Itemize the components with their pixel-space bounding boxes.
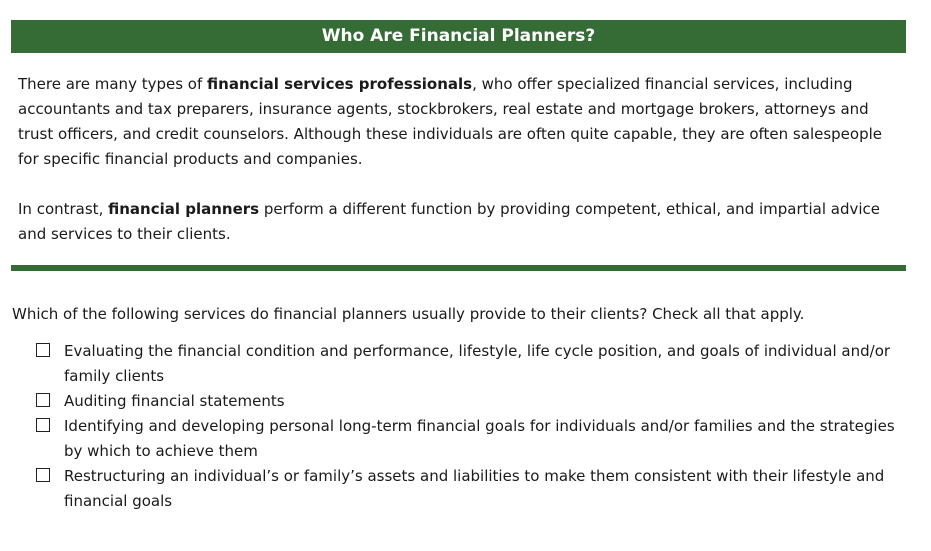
intro-paragraph-2: In contrast, financial planners perform a different function by providing competent, ethical, and impartial advice and services to their clients. [18,200,881,243]
option-checkbox[interactable] [36,343,50,357]
section-divider [11,265,906,271]
answer-options [36,339,906,514]
option-checkbox[interactable] [36,468,50,482]
question-prompt: Which of the following services do financial planners usually provide to their clients? Check all that apply. [12,305,805,323]
option-label[interactable]: Evaluating the financial condition and performance, lifestyle, life cycle position, and goals of individual and/or family clients [64,342,891,385]
option-label[interactable]: Auditing financial statements [64,392,285,410]
option-item[interactable] [36,414,906,464]
term-financial-services-professionals: financial services professionals [207,75,473,93]
section-title: Who Are Financial Planners? [321,26,596,46]
option-checkbox[interactable] [36,393,50,407]
intro-text [18,72,898,272]
intro-paragraph-1: There are many types of financial services professionals, who offer specialized financial services, including accountants and tax preparers, insurance agents, stockbrokers, real estate and mortgage brokers, attorneys and trust officers, and credit counselors. Although these individuals are often quite capable, they are often salespeople for specific financial products and companies. [18,75,882,168]
option-item[interactable] [36,464,906,514]
option-label[interactable]: Identifying and developing personal long-term financial goals for individuals and/or families and the strategies by which to achieve them [64,417,895,460]
section-header [11,20,906,53]
option-label[interactable]: Restructuring an individual’s or family’s assets and liabilities to make them consistent with their lifestyle and financial goals [64,467,885,510]
option-checkbox[interactable] [36,418,50,432]
option-item[interactable] [36,339,906,389]
option-item[interactable] [36,389,906,414]
term-financial-planners: financial planners [108,200,260,218]
